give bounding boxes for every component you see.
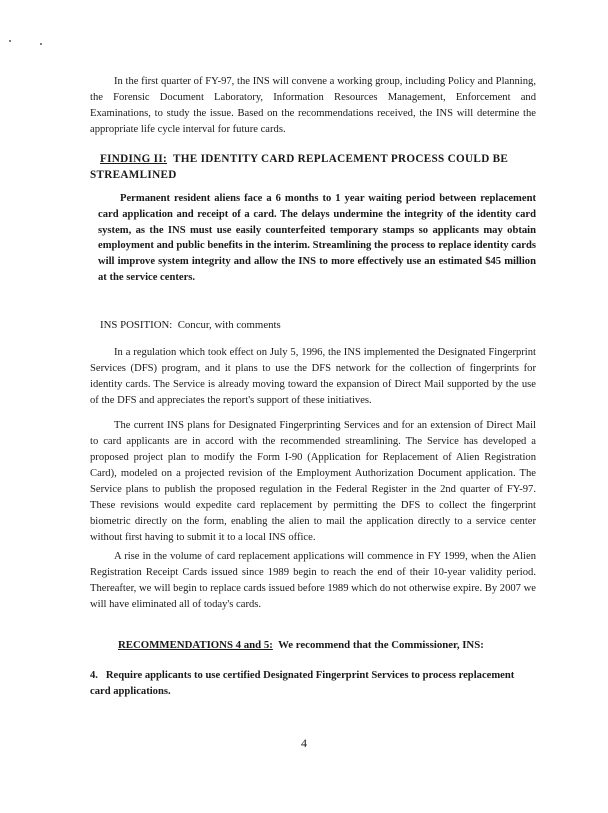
page-number: 4 xyxy=(301,736,307,750)
scan-speck xyxy=(9,40,11,42)
intro-paragraph: In the first quarter of FY-97, the INS will convene a working group, including Policy and Planning, the Forensic Document Laboratory, Information Resources Management, Enforcement and Examinations, to study the issue. Based on the recommendations received, the INS will determine the appropriate life cycle interval for future cards. xyxy=(90,76,536,135)
plans-paragraph: The current INS plans for Designated Fingerprinting Services and for an extension of Direct Mail to card applicants are in accord with the recommended streamlining. The Service has developed a proposed project plan to modify the Form I-90 (Application for Replacement of Alien Registration Card), modeled on a projected revision of the Employment Authorization Document application. The Service plans to publish the proposed regulation in the Federal Register in the 2nd quarter of FY-97. These revisions would expedite card replacement by permitting the DFS to collect the fingerprint biometric directly on the form, enabling the alien to mail the application directly to a service center without first having to submit it to a local INS office. xyxy=(90,420,536,543)
scan-speck xyxy=(40,43,42,45)
recommendations-heading: RECOMMENDATIONS 4 and 5: We recommend that the Commissioner, INS: xyxy=(118,639,484,651)
recommendation-4: 4. Require applicants to use certified Designated Fingerprint Services to process replacement card applications. xyxy=(90,670,515,697)
finding-summary: Permanent resident aliens face a 6 months to 1 year waiting period between replacement card application and receipt of a card. The delays undermine the integrity of the identity card system, as the INS must use easily counterfeited temporary stamps so applicants may obtain employment and public benefits in the interim. Streamlining the process to replace identity cards will improve system integrity and allow the INS to more effectively use an estimated $45 million at the service centers. xyxy=(98,193,536,283)
rise-paragraph: A rise in the volume of card replacement applications will commence in FY 1999, when the Alien Registration Receipt Cards issued since 1989 begin to reach the end of their 10-year validity period. Thereafter, we will begin to replace cards issued before 1989 which do not otherwise expire. By 2007 we will have eliminated all of today's cards. xyxy=(90,551,536,610)
finding-heading: FINDING II: THE IDENTITY CARD REPLACEMENT PROCESS COULD BE STREAMLINED xyxy=(90,153,509,181)
ins-position-heading: INS POSITION: Concur, with comments xyxy=(100,319,281,331)
regulation-paragraph: In a regulation which took effect on July 5, 1996, the INS implemented the Designated Fingerprint Services (DFS) program, and it plans to use the DFS network for the collection of fingerprints for identity cards. The Service is already moving toward the expansion of Direct Mail supported by the use of the DFS and appreciates the report's support of these initiatives. xyxy=(90,347,536,406)
